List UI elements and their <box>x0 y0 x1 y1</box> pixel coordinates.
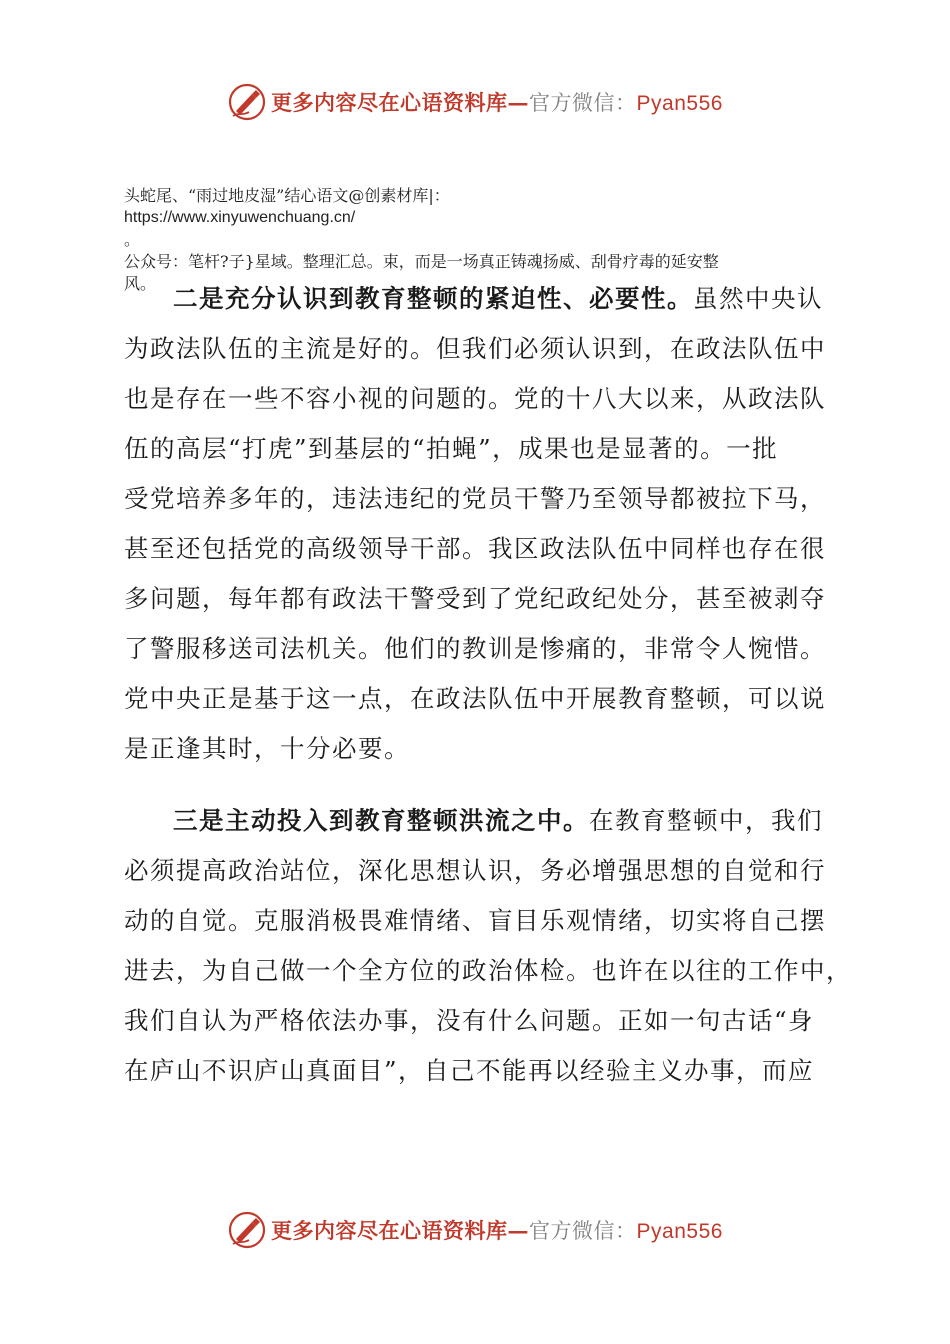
pen-logo-icon <box>227 1210 267 1250</box>
banner-dash: — <box>507 1218 530 1243</box>
small-text-line: 公众号：笔杆?子}星域。整理汇总。束，而是一场真正铸魂扬威、刮骨疗毒的延安整 <box>124 252 719 271</box>
banner-main-text: 更多内容尽在心语资料库 <box>271 90 508 115</box>
paragraph-line: 也是存在一些不容小视的问题的。党的十八大以来，从政法队 <box>124 384 826 413</box>
paragraph-line: 必须提高政治站位，深化思想认识，务必增强思想的自觉和行 <box>124 856 826 885</box>
paragraph-lead: 二是充分认识到教育整顿的紧迫性、必要性。 <box>173 284 693 313</box>
banner-main-text: 更多内容尽在心语资料库 <box>271 1218 508 1243</box>
small-text-segment: 头蛇尾、“雨过地皮湿”结心语文@创素材库|： <box>124 186 450 205</box>
small-text-line <box>124 185 830 251</box>
paragraph-line: 伍的高层“打虎”到基层的“拍蝇”，成果也是显著的。一批 <box>124 434 779 463</box>
paragraph-line: 进去，为自己做一个全方位的政治体检。也许在以往的工作中， <box>124 956 852 985</box>
paragraph-third-point <box>124 796 852 1096</box>
paragraph-line: 为政法队伍的主流是好的。但我们必须认识到，在政法队伍中 <box>124 334 826 363</box>
paragraph-line: 在庐山不识庐山真面目”，自己不能再以经验主义办事，而应 <box>124 1056 815 1085</box>
banner-wechat-id: Pyan556 <box>636 92 723 115</box>
banner-text <box>271 87 723 117</box>
paragraph-line <box>124 274 829 324</box>
header-banner <box>0 80 950 124</box>
banner-sub-text: 官方微信： <box>529 91 637 115</box>
source-url: https://www.xinyuwenchuang.cn/ <box>124 209 356 226</box>
paragraph-text: 在教育整顿中，我们 <box>589 806 823 835</box>
paragraph-lead: 三是主动投入到教育整顿洪流之中。 <box>173 806 589 835</box>
paragraph-line: 甚至还包括党的高级领导干部。我区政法队伍中同样也存在很 <box>124 534 826 563</box>
paragraph-text: 虽然中央认 <box>693 284 823 313</box>
paragraph-line: 是正逢其时，十分必要。 <box>124 734 410 763</box>
pen-logo-icon <box>227 82 267 122</box>
paragraph-line: 我们自认为严格依法办事，没有什么问题。正如一句古话“身 <box>124 1006 815 1035</box>
small-text-line: 风。 <box>124 274 157 293</box>
footer-banner <box>0 1208 950 1252</box>
banner-sub-text: 官方微信： <box>529 1219 637 1243</box>
paragraph-line: 动的自觉。克服消极畏难情绪、盲目乐观情绪，切实将自己摆 <box>124 906 826 935</box>
paragraph-line: 党中央正是基于这一点，在政法队伍中开展教育整顿，可以说 <box>124 684 826 713</box>
banner-dash: — <box>507 90 530 115</box>
paragraph-line <box>124 796 829 846</box>
paragraph-line: 多问题，每年都有政法干警受到了党纪政纪处分，甚至被剥夺 <box>124 584 826 613</box>
small-text-segment: 。 <box>124 230 141 249</box>
banner-text <box>271 1215 723 1245</box>
paragraph-line: 了警服移送司法机关。他们的教训是惨痛的，非常令人惋惜。 <box>124 634 826 663</box>
paragraph-line: 受党培养多年的，违法违纪的党员干警乃至领导都被拉下马， <box>124 484 826 513</box>
banner-wechat-id: Pyan556 <box>636 1220 723 1243</box>
paragraph-second-point <box>124 274 829 774</box>
